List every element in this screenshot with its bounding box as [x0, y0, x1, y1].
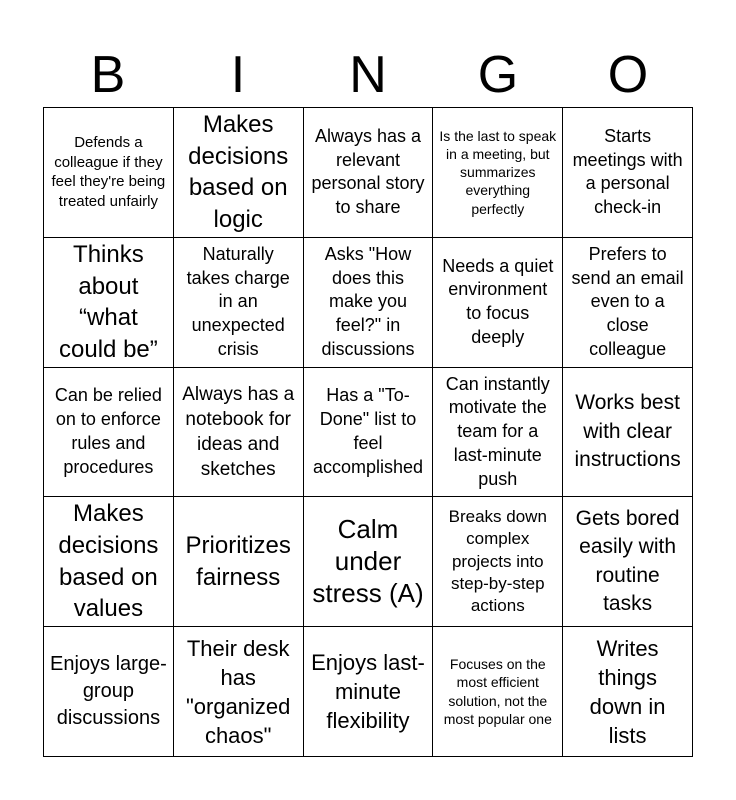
bingo-cell-text: Gets bored easily with routine tasks	[575, 507, 680, 616]
bingo-cell-text: Is the last to speak in a meeting, but summarizes everything perfectly	[439, 127, 557, 217]
bingo-cell[interactable]	[563, 108, 693, 238]
bingo-cell[interactable]	[433, 108, 563, 238]
bingo-cell-text: Has a "To-Done" list to feel accomplished	[312, 385, 424, 477]
bingo-cell-text: Breaks down complex projects into step-by-step actions	[448, 506, 547, 616]
bingo-cell[interactable]	[563, 497, 693, 627]
bingo-cell-text: Prefers to send an email even to a close colleague	[571, 243, 684, 359]
bingo-cell-text: Makes decisions based on values	[58, 500, 159, 623]
bingo-cell[interactable]	[44, 627, 174, 757]
bingo-cell-text: Writes things down in lists	[589, 635, 666, 748]
header-letter-b: B	[90, 46, 126, 104]
bingo-board	[43, 107, 693, 757]
header-letter-n: N	[349, 46, 387, 104]
bingo-cell[interactable]	[304, 368, 434, 498]
bingo-cell[interactable]	[433, 497, 563, 627]
bingo-cell-text: Defends a colleague if they feel they're being treated unfairly	[51, 133, 166, 211]
bingo-cell-text: Can be relied on to enforce rules and procedures	[54, 385, 162, 477]
bingo-cell-text: Naturally takes charge in an unexpected crisis	[186, 243, 290, 359]
header-letter-o: O	[607, 46, 649, 104]
bingo-cell-text: Prioritizes fairness	[185, 532, 291, 591]
bingo-cell-text: Enjoys large-group discussions	[50, 653, 167, 730]
bingo-cell[interactable]	[44, 368, 174, 498]
bingo-cell-text: Focuses on the most efficient solution, not the most popular one	[443, 656, 552, 727]
bingo-cell-text: Can instantly motivate the team for a last-minute push	[445, 373, 550, 489]
bingo-cell[interactable]	[563, 627, 693, 757]
bingo-cell-text: Always has a relevant personal story to share	[311, 125, 425, 218]
bingo-cell[interactable]	[563, 238, 693, 368]
bingo-cell[interactable]	[174, 238, 304, 368]
bingo-cell[interactable]	[563, 368, 693, 498]
bingo-cell[interactable]	[174, 627, 304, 757]
bingo-cell-text: Enjoys last-minute flexibility	[311, 650, 425, 734]
bingo-cell[interactable]	[304, 238, 434, 368]
header-letter-i: I	[230, 46, 246, 104]
bingo-cell[interactable]	[433, 627, 563, 757]
bingo-cell-text: Asks "How does this make you feel?" in discussions	[321, 243, 415, 359]
bingo-cell-text: Starts meetings with a personal check-in	[572, 125, 683, 218]
bingo-cell[interactable]	[174, 368, 304, 498]
bingo-cell[interactable]	[304, 627, 434, 757]
bingo-cell-text: Calm under stress (A)	[312, 514, 424, 608]
bingo-cell[interactable]	[174, 108, 304, 238]
header-letter-g: G	[477, 46, 519, 104]
bingo-cell[interactable]	[433, 238, 563, 368]
bingo-header	[43, 42, 693, 108]
bingo-cell-text: Needs a quiet environment to focus deeply	[442, 255, 554, 347]
bingo-cell-text: Always has a notebook for ideas and sketches	[182, 383, 295, 481]
bingo-cell-text: Thinks about “what could be”	[59, 240, 158, 363]
bingo-cell[interactable]	[44, 497, 174, 627]
bingo-cell[interactable]	[304, 497, 434, 627]
bingo-cell[interactable]	[304, 108, 434, 238]
bingo-cell-text: Works best with clear instructions	[574, 391, 681, 472]
bingo-cell[interactable]	[433, 368, 563, 498]
bingo-cell[interactable]	[44, 108, 174, 238]
bingo-cell[interactable]	[44, 238, 174, 368]
bingo-cell[interactable]	[174, 497, 304, 627]
bingo-cell-text: Their desk has "organized chaos"	[185, 635, 291, 748]
bingo-cell-text: Makes decisions based on logic	[188, 111, 289, 234]
